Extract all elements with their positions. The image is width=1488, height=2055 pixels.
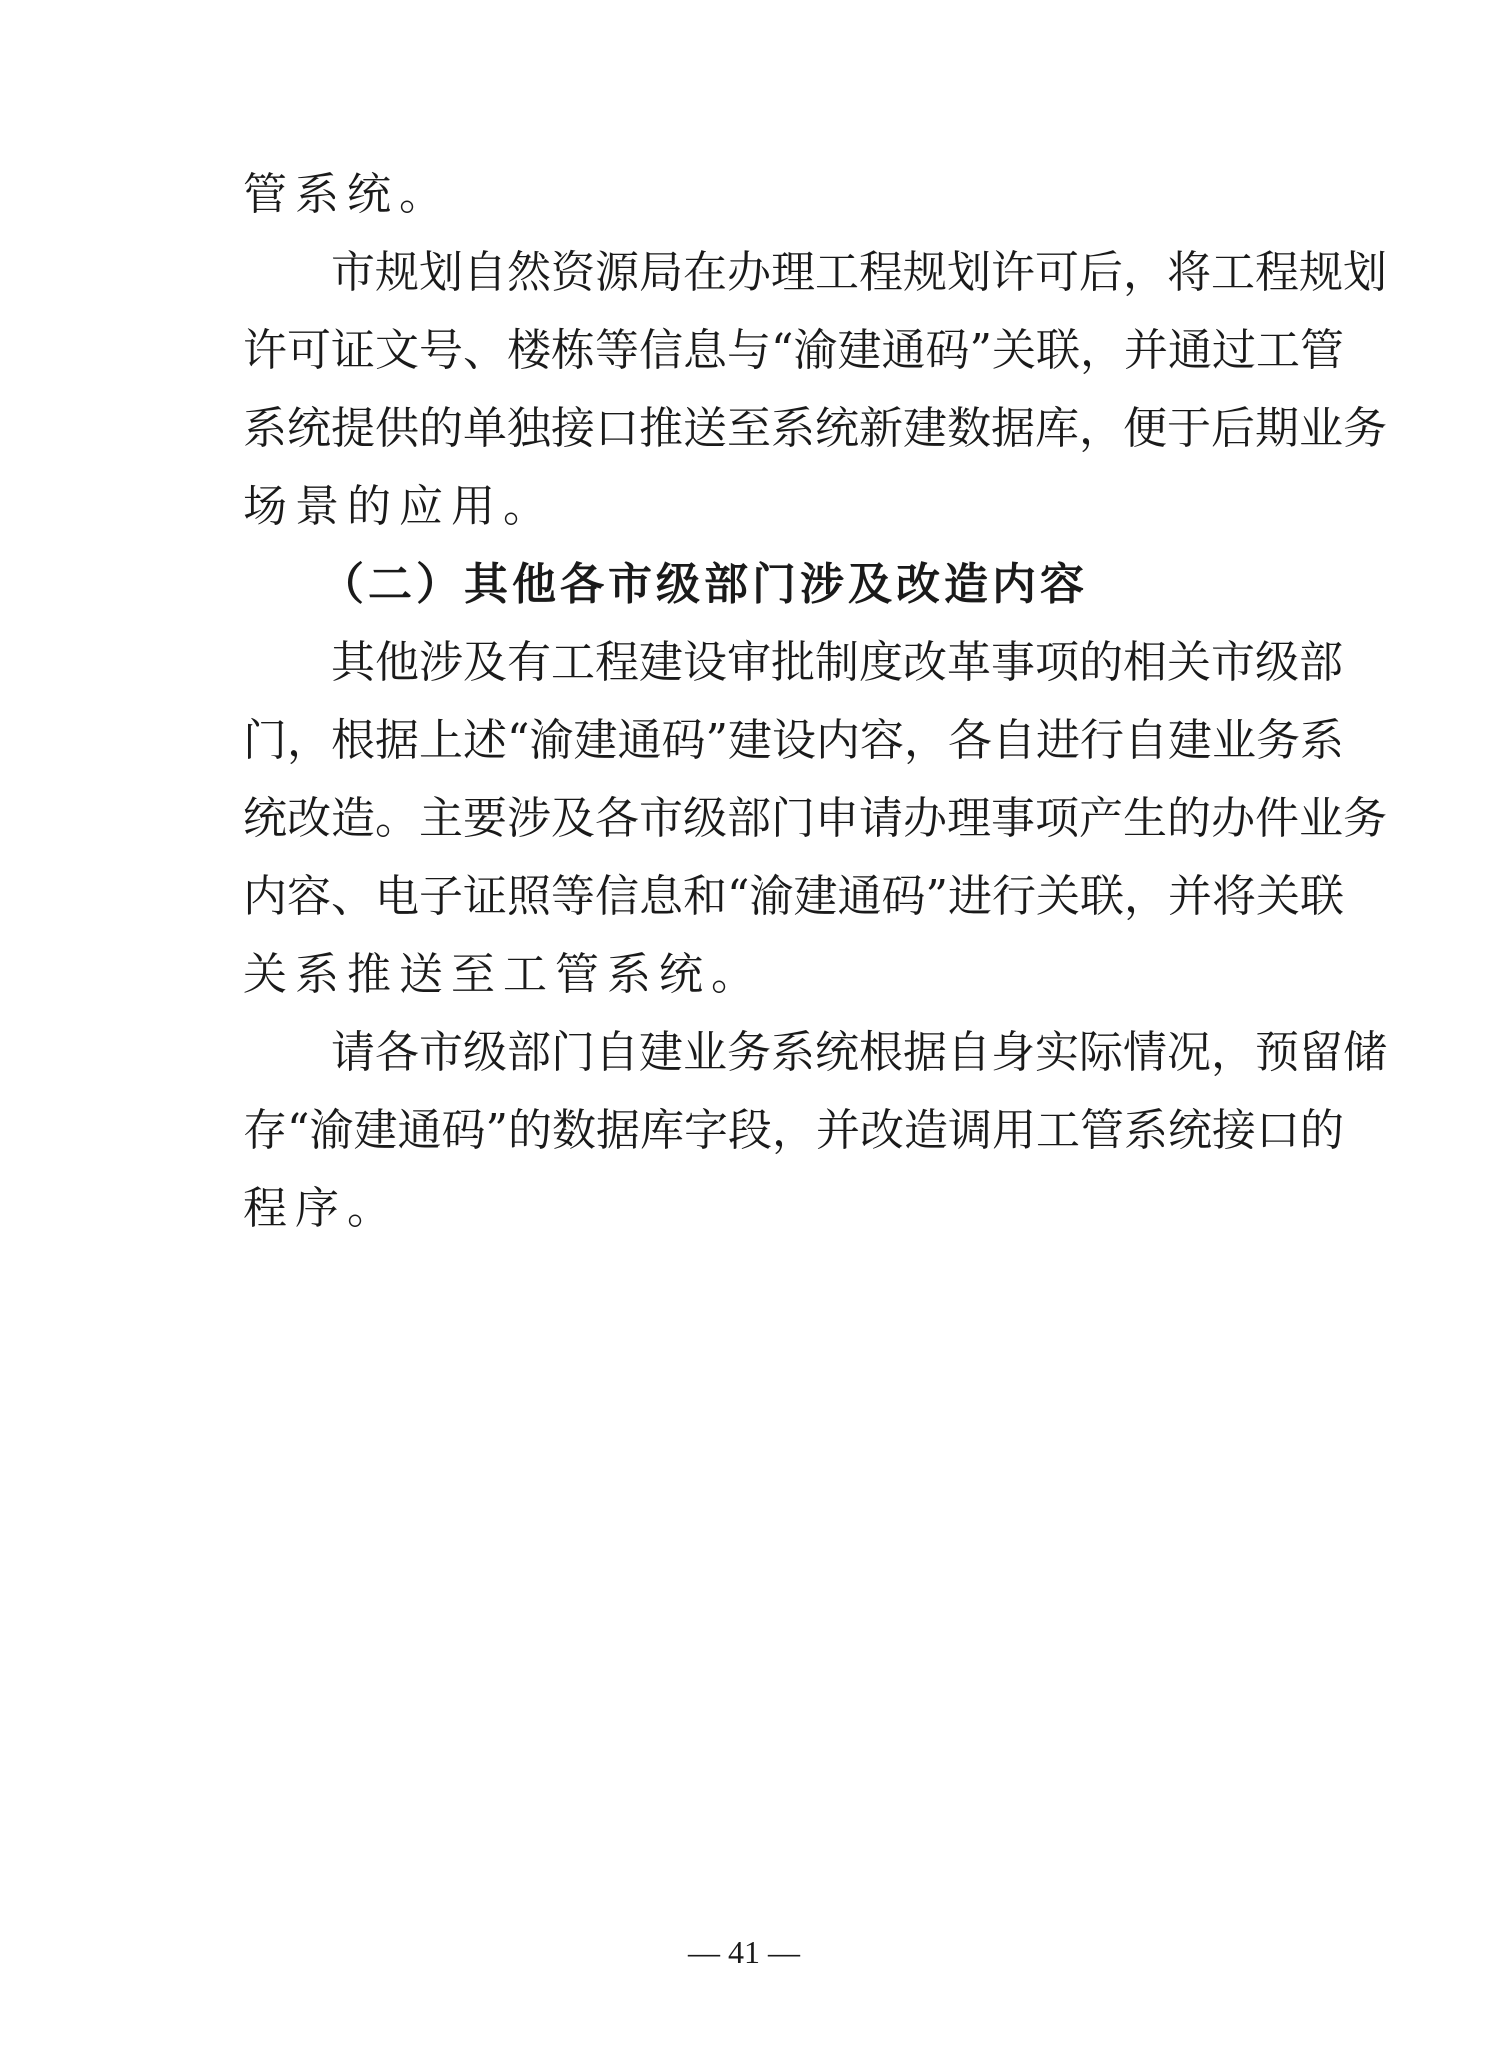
paragraph-line-9: 统改造。主要涉及各市级部门申请办理事项产生的办件业务 — [243, 793, 1387, 844]
paragraph-line-10: 内容、电子证照等信息和“渝建通码”进行关联，并将关联 — [243, 871, 1344, 922]
paragraph-line-2: 市规划自然资源局在办理工程规划许可后，将工程规划 — [331, 247, 1387, 298]
paragraph-line-1: 管系统。 — [243, 169, 451, 220]
paragraph-line-12: 请各市级部门自建业务系统根据自身实际情况，预留储 — [331, 1027, 1387, 1078]
paragraph-line-13: 存“渝建通码”的数据库字段，并改造调用工管系统接口的 — [243, 1105, 1344, 1156]
section-heading: （二）其他各市级部门涉及改造内容 — [320, 559, 1088, 610]
paragraph-line-8: 门，根据上述“渝建通码”建设内容，各自进行自建业务系 — [243, 715, 1344, 766]
paragraph-line-11: 关系推送至工管系统。 — [243, 949, 763, 1000]
paragraph-line-4: 系统提供的单独接口推送至系统新建数据库，便于后期业务 — [243, 403, 1387, 454]
paragraph-line-5: 场景的应用。 — [243, 481, 555, 532]
paragraph-line-7: 其他涉及有工程建设审批制度改革事项的相关市级部 — [331, 637, 1343, 688]
page-number: — 41 — — [688, 1934, 800, 1970]
paragraph-line-3: 许可证文号、楼栋等信息与“渝建通码”关联，并通过工管 — [243, 325, 1344, 376]
paragraph-line-14: 程序。 — [243, 1183, 399, 1234]
